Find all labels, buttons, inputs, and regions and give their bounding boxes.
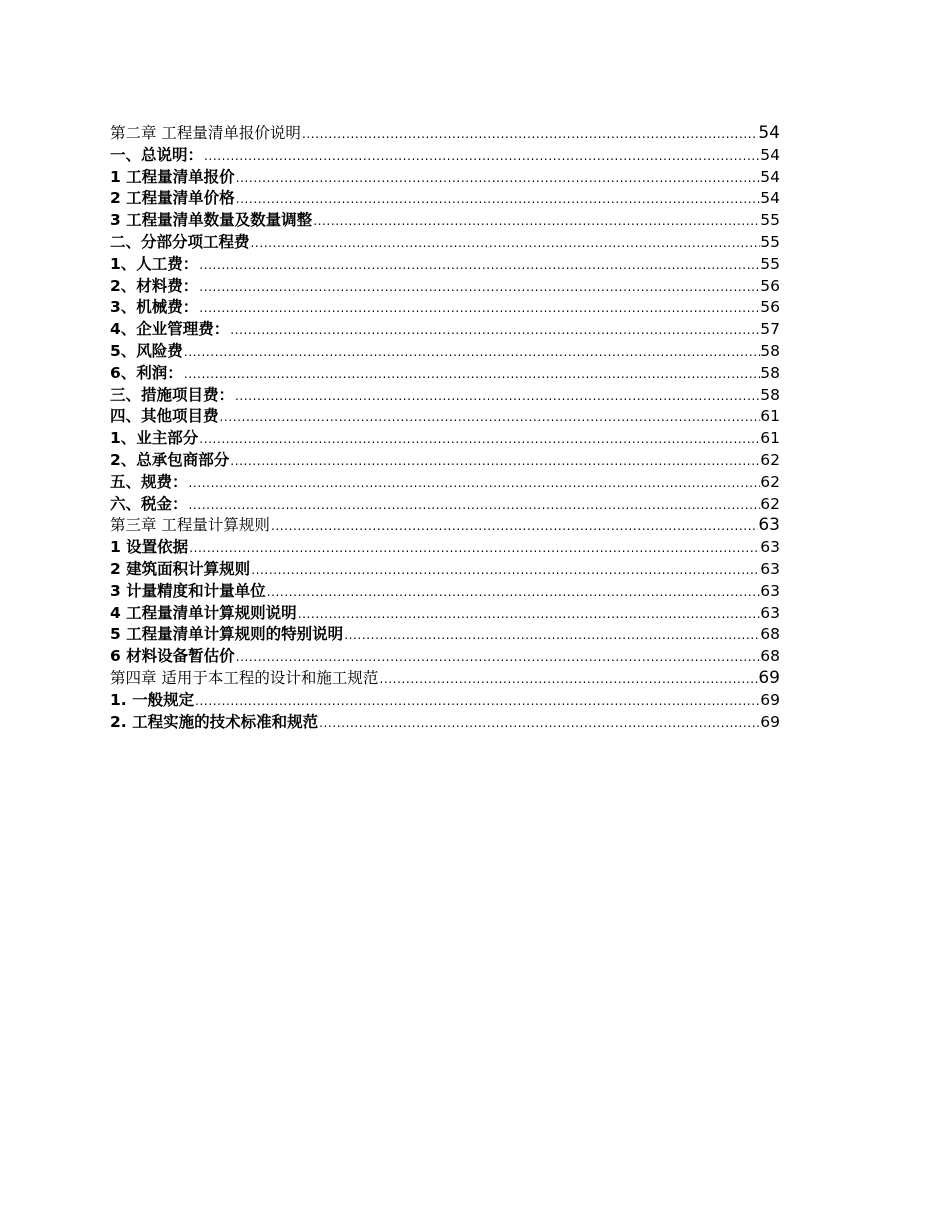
toc-dot-leader: [266, 582, 761, 603]
toc-entry[interactable]: [110, 472, 780, 494]
toc-dot-leader: [229, 451, 760, 472]
toc-entry-title: 六、税金：: [110, 494, 188, 513]
toc-dot-leader: [198, 255, 760, 276]
toc-dot-leader: [188, 538, 760, 559]
toc-entry-page: 69: [758, 667, 780, 688]
toc-entry[interactable]: [110, 406, 780, 428]
toc-dot-leader: [198, 429, 760, 450]
toc-entry[interactable]: [110, 297, 780, 319]
toc-entry[interactable]: [110, 603, 780, 625]
toc-entry-title: 2、材料费：: [110, 276, 199, 295]
toc-dot-leader: [235, 189, 761, 210]
toc-entry[interactable]: [110, 123, 780, 145]
toc-entry-title: 1 设置依据: [110, 538, 189, 557]
toc-entry-page: 63: [758, 515, 780, 536]
toc-entry-page: 55: [760, 254, 780, 273]
toc-entry-title: 1、业主部分: [110, 429, 199, 448]
toc-entry[interactable]: [110, 712, 780, 734]
toc-dot-leader: [188, 473, 761, 494]
toc-entry-title: 4、企业管理费：: [110, 320, 230, 339]
toc-entry-page: 54: [758, 123, 780, 143]
toc-entry-title: 2、总承包商部分: [110, 450, 230, 469]
toc-entry[interactable]: [110, 385, 780, 407]
toc-entry-page: 54: [760, 189, 780, 208]
toc-entry-page: 55: [760, 211, 780, 230]
toc-dot-leader: [235, 647, 761, 668]
toc-dot-leader: [183, 364, 760, 385]
toc-entry-page: 63: [760, 581, 780, 600]
toc-entry[interactable]: [110, 646, 780, 668]
toc-entry-page: 68: [760, 625, 780, 644]
toc-dot-leader: [301, 124, 758, 145]
toc-entry[interactable]: [110, 276, 780, 298]
toc-entry-page: 55: [760, 232, 780, 251]
toc-dot-leader: [378, 669, 758, 690]
toc-entry-title: 5、风险费: [110, 341, 183, 360]
toc-entry-page: 61: [760, 429, 780, 448]
toc-entry-page: 62: [760, 494, 780, 513]
toc-entry[interactable]: [110, 210, 780, 232]
toc-entry-title: 2 建筑面积计算规则: [110, 559, 251, 578]
toc-entry[interactable]: [110, 559, 780, 581]
toc-entry-page: 58: [760, 385, 780, 404]
toc-entry-page: 63: [760, 538, 780, 557]
toc-entry[interactable]: [110, 668, 780, 690]
toc-entry-page: 62: [760, 450, 780, 469]
toc-entry-page: 56: [760, 276, 780, 295]
toc-dot-leader: [318, 713, 760, 734]
toc-entry[interactable]: [110, 145, 780, 167]
toc-entry[interactable]: [110, 690, 780, 712]
toc-entry-page: 63: [760, 603, 780, 622]
toc-dot-leader: [234, 386, 760, 407]
toc-entry-title: 1 工程量清单报价: [110, 167, 235, 186]
toc-dot-leader: [297, 604, 761, 625]
toc-dot-leader: [198, 277, 760, 298]
toc-entry-title: 五、规费：: [110, 472, 188, 491]
toc-entry-title: 1、人工费：: [110, 254, 199, 273]
toc-entry-page: 56: [760, 298, 780, 317]
toc-entry-title: 3、机械费：: [110, 298, 199, 317]
toc-entry-page: 63: [760, 559, 780, 578]
toc-dot-leader: [198, 298, 760, 319]
toc-entry[interactable]: [110, 254, 780, 276]
toc-dot-leader: [270, 516, 758, 537]
toc-entry[interactable]: [110, 188, 780, 210]
toc-entry-page: 58: [760, 341, 780, 360]
toc-entry[interactable]: [110, 319, 780, 341]
toc-entry-page: 69: [760, 712, 780, 731]
toc-dot-leader: [312, 211, 760, 232]
toc-entry[interactable]: [110, 341, 780, 363]
toc-entry-page: 68: [760, 647, 780, 666]
toc-entry[interactable]: [110, 494, 780, 516]
toc-entry-page: 58: [760, 363, 780, 382]
toc-entry-page: 54: [760, 145, 780, 164]
toc-entry-title: 2. 工程实施的技术标准和规范: [110, 712, 319, 731]
toc-entry-title: 第三章 工程量计算规则: [110, 516, 270, 535]
toc-entry-title: 二、分部分项工程费: [110, 232, 250, 251]
toc-entry[interactable]: [110, 232, 780, 254]
toc-entry-page: 61: [760, 407, 780, 426]
toc-dot-leader: [203, 146, 760, 167]
toc-entry-title: 第四章 适用于本工程的设计和施工规范: [110, 668, 379, 687]
toc-entry-page: 69: [760, 690, 780, 709]
toc-entry[interactable]: [110, 624, 780, 646]
table-of-contents: [110, 123, 780, 733]
toc-entry-title: 6、利润：: [110, 363, 183, 382]
toc-dot-leader: [183, 342, 760, 363]
toc-entry[interactable]: [110, 581, 780, 603]
toc-entry-page: 57: [760, 320, 780, 339]
toc-dot-leader: [188, 495, 761, 516]
toc-entry-title: 1. 一般规定: [110, 690, 195, 709]
toc-dot-leader: [250, 560, 760, 581]
toc-entry-title: 四、其他项目费: [110, 407, 219, 426]
toc-entry[interactable]: [110, 363, 780, 385]
toc-dot-leader: [235, 168, 761, 189]
toc-dot-leader: [219, 407, 761, 428]
toc-entry-page: 54: [760, 167, 780, 186]
toc-entry[interactable]: [110, 167, 780, 189]
toc-entry-title: 6 材料设备暂估价: [110, 647, 235, 666]
toc-dot-leader: [343, 625, 760, 646]
toc-entry-title: 一、总说明：: [110, 145, 204, 164]
toc-dot-leader: [250, 233, 761, 254]
toc-entry-title: 3 计量精度和计量单位: [110, 581, 266, 600]
toc-entry[interactable]: [110, 537, 780, 559]
toc-entry-title: 3 工程量清单数量及数量调整: [110, 211, 313, 230]
toc-entry-title: 第二章 工程量清单报价说明: [110, 124, 301, 142]
toc-dot-leader: [194, 691, 760, 712]
toc-entry[interactable]: [110, 428, 780, 450]
toc-entry[interactable]: [110, 450, 780, 472]
toc-entry-title: 2 工程量清单价格: [110, 189, 235, 208]
toc-entry-title: 三、措施项目费：: [110, 385, 235, 404]
toc-entry-title: 5 工程量清单计算规则的特别说明: [110, 625, 344, 644]
toc-entry-title: 4 工程量清单计算规则说明: [110, 603, 297, 622]
toc-entry[interactable]: [110, 515, 780, 537]
toc-entry-page: 62: [760, 472, 780, 491]
toc-dot-leader: [229, 320, 760, 341]
